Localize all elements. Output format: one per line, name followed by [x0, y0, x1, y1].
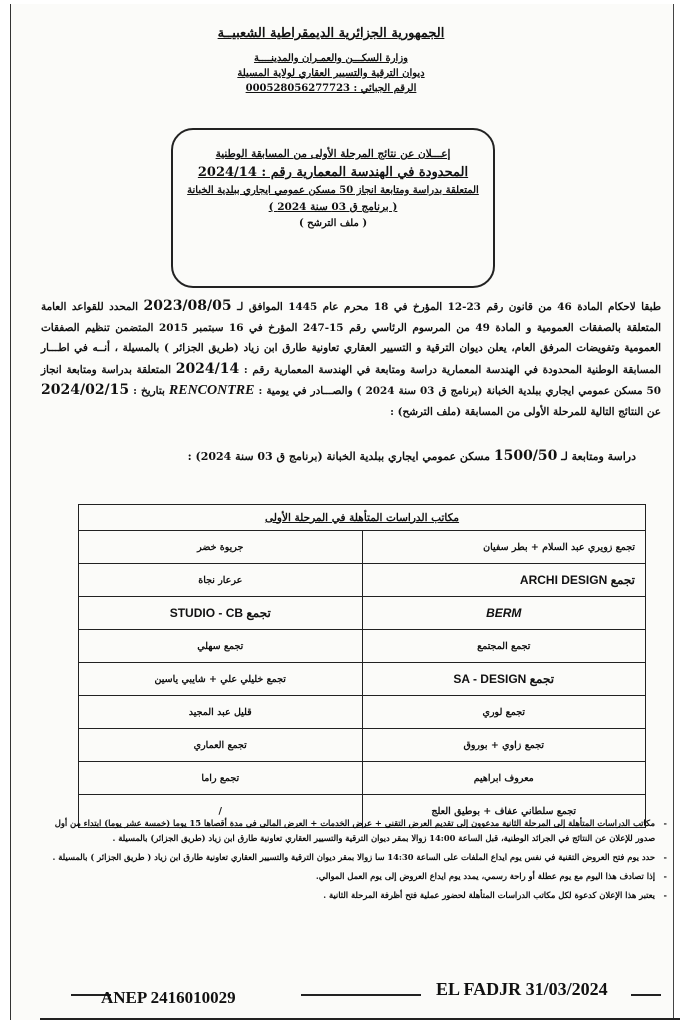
program-label: ( برنامج ق 03 سنة 2024 ): [268, 201, 398, 213]
file-type-label: ( ملف الترشح ): [298, 218, 368, 229]
ministry-name: وزارة السكـــن والعمـران والمدينــــة: [253, 53, 408, 64]
newspaper-clipping: [10, 4, 674, 1020]
footer-rule-right: [631, 994, 661, 996]
office-cell: تجمع المجتمع: [362, 630, 646, 663]
table-row: [79, 630, 646, 663]
newspaper-name: RENCONTRE: [168, 383, 255, 398]
office-cell: تجمع سلطاني عفاف + بوطيق العلج: [362, 795, 646, 828]
project-description: المتعلقة بدراسة ومتابعة انجاز 50 مسكن عمومي ايجاري ببلدية الخبانة: [187, 185, 479, 196]
table-row: [79, 762, 646, 795]
office-cell: تجمع SA - DESIGN: [362, 663, 646, 696]
letterhead: [201, 26, 461, 98]
table-row: [79, 663, 646, 696]
office-cell: تجمع لوري: [362, 696, 646, 729]
note-holiday: - إذا تصادف هذا اليوم مع يوم عطلة أو راحة رسمي، يمدد يوم ايداع العروض إلى يوم العمل الموالي.: [47, 869, 667, 884]
para-text-3: المتعلقة بدراسة ومتابعة انجاز 50 مسكن عمومي ايجاري ببلدية الخبانة (برنامج ق 03 سنة 2024 ) والصـــادر في يومية :: [41, 363, 662, 397]
tax-id: الرقم الجبائي : 000528056277723: [245, 83, 417, 94]
office-cell: تجمع العماري: [79, 729, 363, 762]
para-text-2: المحدد للقواعد العامة المتعلقة بالصفقات العمومية و المادة 49 من المرسوم الرئاسي رقم 15-247 المؤرخ في 16 سبتمبر 2015 المتضمن تنظيم الصفقات العمومية وتفويضات المرفق العام، يعلن ديوان الترقية و التسيير العقاري تعاونية طارق ابن زياد (طريق الجزائر ) بالمسيلة ، أنــه في اطـــار المسابقة الوطنية المحدودة في الهندسة المعمارية دراسة ومتابعة في الهندسة المعمارية رقم :: [41, 301, 661, 376]
office-cell: تجمع سهلي: [79, 630, 363, 663]
newspaper-reference: EL FADJR 31/03/2024: [436, 979, 608, 999]
office-cell: تجمع زويري عبد السلام + بطر سفيان: [362, 531, 646, 564]
republic-title: الجمهورية الجزائرية الديمقراطية الشعبيــة: [217, 26, 445, 41]
table-title: مكاتب الدراسات المتأهلة في المرحلة الأولى: [79, 505, 646, 531]
note-opening: - حدد يوم فتح العروض التقنية في نفس يوم ايداع الملفات على الساعة 14:30 سا زوالا بمقر ديوان الترقية والتسيير العقاري تعاونية طارق ابن زياد ( طريق الجزائر ) بالمسيلة .: [47, 850, 667, 865]
study-text-2: مسكن عمومي ايجاري ببلدية الخبانة (برنامج ق 03 سنة 2024) :: [187, 450, 494, 463]
bottom-rule: [40, 1018, 680, 1020]
office-cell: تجمع خليلي علي + شايبي ياسين: [79, 663, 363, 696]
main-paragraph: [41, 296, 661, 422]
anep-reference: ANEP 2416010029: [101, 988, 236, 1007]
qualified-offices-table: [78, 504, 646, 828]
note-deadline: - مكاتب الدراسات المتأهلة إلى المرحلة الثانية مدعوون إلى تقديم العرض التقني + عرض الخدمات + العرض المالي في مدة أقصاها 15 يوما (خمسة عشر يوما) ابتداء من أول صدور للإعلان عن النتائج في الجرائد الوطنية، قبل الساعة 14:00 زوالا بمقر ديوان الترقية والتسيير العقاري تعاونية طارق ابن زياد (طريق الجزائر) بالمسيلة .: [47, 816, 667, 846]
office-cell: تجمع ARCHI DESIGN: [362, 564, 646, 597]
office-cell: قليل عبد المجيد: [79, 696, 363, 729]
law-date: 2023/08/05: [143, 298, 232, 314]
office-cell: تجمع راما: [79, 762, 363, 795]
office-cell: عرعار نجاة: [79, 564, 363, 597]
office-cell: معروف ابراهيم: [362, 762, 646, 795]
office-cell: تجمع زاوي + بوروق: [362, 729, 646, 762]
para-text-5: عن النتائج التالية للمرحلة الأولى من المسابقة (ملف الترشح) :: [390, 405, 661, 418]
note-invitation: - يعتبر هذا الإعلان كدعوة لكل مكاتب الدراسات المتأهلة لحضور عملية فتح أظرفة المرحلة الثانية .: [47, 888, 667, 903]
table-row: [79, 696, 646, 729]
para-text-1: طبقا لاحكام المادة 46 من قانون رقم 23-12 المؤرخ في 18 محرم عام 1445 الموافق لـ: [231, 301, 662, 313]
table-row: [79, 531, 646, 564]
table-row: [79, 729, 646, 762]
footer-rule-mid: [301, 994, 421, 996]
para-text-4: بتاريخ :: [129, 385, 169, 397]
announcement-box: [171, 128, 495, 288]
table-row: [79, 597, 646, 630]
housing-count: 1500/50: [493, 448, 558, 464]
competition-number: المحدودة في الهندسة المعمارية رقم : 2024/14: [197, 165, 469, 180]
table-row: [79, 564, 646, 597]
office-cell: BERM: [362, 597, 646, 630]
publication-date: 2024/02/15: [41, 382, 130, 398]
competition-ref: 2024/14: [175, 360, 240, 377]
study-text-1: دراسة ومتابعة لـ: [557, 450, 636, 463]
office-name: ديوان الترقية والتسيير العقاري لولاية المسيلة: [237, 68, 425, 79]
announcement-title: إعـــلان عن نتائج المرحلة الأولى من المسابقة الوطنية: [215, 148, 451, 160]
office-cell: /: [79, 795, 363, 828]
office-cell: جريوة خضر: [79, 531, 363, 564]
notes-section: [47, 816, 667, 907]
study-line: [111, 448, 636, 464]
office-cell: تجمع STUDIO - CB: [79, 597, 363, 630]
